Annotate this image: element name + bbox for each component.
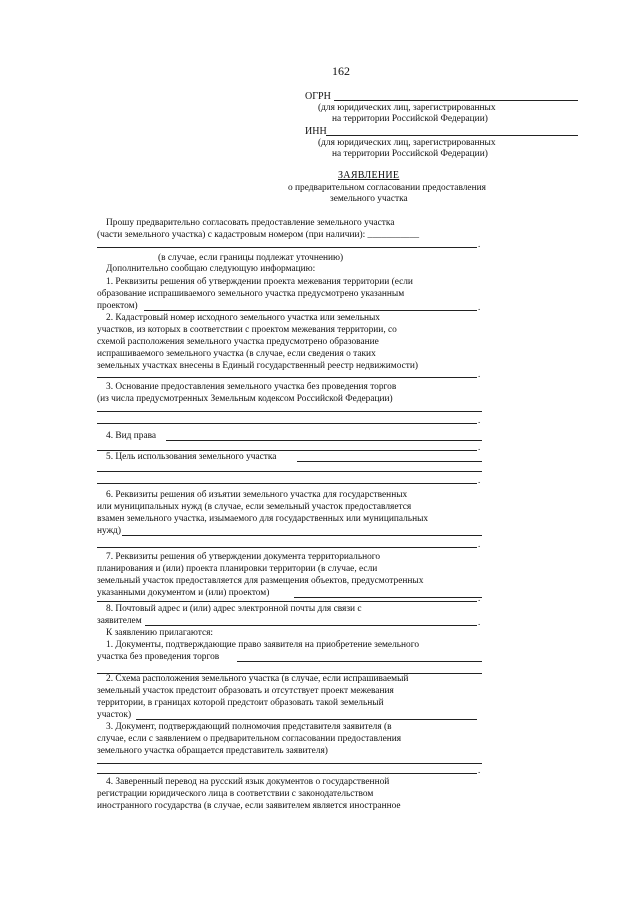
attachment3-field-1[interactable] [97, 763, 482, 764]
item6-line-3: взамен земельного участка, изымаемого для государственных или муниципальных [97, 514, 429, 524]
item7-field-2[interactable] [97, 601, 477, 602]
item2-line-3: схемой расположения земельного участка предусмотрено образование [97, 337, 379, 347]
attachment2-line-3: территории, в границах которой предстоит образовать такой земельный [97, 698, 384, 708]
document-title: ЗАЯВЛЕНИЕ [338, 170, 400, 181]
item2-line-2: участков, из которых в соответствии с проектом межевания территории, со [97, 325, 397, 335]
attachment1-field-1[interactable] [237, 661, 482, 662]
request-line-2: (части земельного участка) с кадастровым номером (при наличии): ___________ [97, 230, 420, 240]
item7-line-2: планирования и (или) проекта планировки территории (в случае, если [97, 564, 378, 574]
item8-line-2: заявителем [97, 616, 142, 626]
dot: . [478, 369, 481, 379]
item6-line-1: 6. Реквизиты решения об изъятии земельного участка для государственных [106, 490, 408, 500]
item1-field[interactable] [144, 310, 477, 311]
item7-line-3: земельный участок предоставляется для размещения объектов, предусмотренных [97, 576, 424, 586]
item4-field-1[interactable] [166, 440, 482, 441]
attachment1-line-1: 1. Документы, подтверждающие право заявителя на приобретение земельного [106, 640, 420, 650]
item2-field[interactable] [97, 377, 477, 378]
item6-field-2[interactable] [97, 547, 477, 548]
attachments-heading: К заявлению прилагаются: [106, 628, 214, 638]
attachment2-line-2: земельный участок предстоит образовать и отсутствует проект межевания [97, 686, 394, 696]
dot: . [478, 765, 481, 775]
attachment2-line-1: 2. Схема расположения земельного участка (в случае, если испрашиваемый [106, 674, 409, 684]
item1-line-2: образование испрашиваемого земельного участка предусмотрено указанным [97, 289, 405, 299]
item6-line-4: нужд) [97, 526, 121, 536]
attachment3-line-1: 3. Документ, подтверждающий полномочия представителя заявителя (в [106, 722, 392, 732]
ogrn-note-1: (для юридических лиц, зарегистрированных [318, 103, 496, 113]
item5-label: 5. Цель использования земельного участка [106, 452, 277, 462]
cadastral-field[interactable] [97, 247, 477, 248]
title-line-2: земельного участка [330, 194, 408, 204]
page-number: 162 [332, 64, 350, 78]
attachment3-line-3: земельного участка обращается представитель заявителя) [97, 746, 328, 756]
item7-line-1: 7. Реквизиты решения об утверждении документа территориального [106, 552, 381, 562]
item6-field-1[interactable] [122, 535, 482, 536]
item2-line-4: испрашиваемого земельного участка (в случае, если сведения о таких [97, 349, 376, 359]
attachment4-line-1: 4. Заверенный перевод на русский язык документов о государственной [106, 777, 390, 787]
dot: . [478, 239, 481, 249]
dot: . [478, 539, 481, 549]
ogrn-note-2: на территории Российской Федерации) [332, 114, 488, 124]
item7-line-4: указанными документом и (или) проектом) [97, 588, 270, 598]
item5-field-3[interactable] [97, 483, 477, 484]
additional-info: Дополнительно сообщаю следующую информацию: [106, 264, 316, 274]
item8-field[interactable] [145, 625, 477, 626]
dot: . [478, 475, 481, 485]
dot: . [478, 415, 481, 425]
item4-label: 4. Вид права [106, 431, 157, 441]
item4-field-2[interactable] [97, 450, 477, 451]
item3-field-2[interactable] [97, 423, 477, 424]
item7-field-1[interactable] [294, 597, 482, 598]
item1-line-1: 1. Реквизиты решения об утверждении проекта межевания территории (если [106, 277, 413, 287]
attachment3-line-2: случае, если с заявлением о предварительном согласовании предоставления [97, 734, 402, 744]
item1-line-3: проектом) [97, 301, 138, 311]
attachment3-field-2[interactable] [97, 773, 477, 774]
dot: . [478, 617, 481, 627]
item2-line-5: земельных участках внесены в Единый государственный реестр недвижимости) [97, 361, 419, 371]
title-line-1: о предварительном согласовании предоставления [288, 183, 486, 193]
item5-field-2[interactable] [97, 471, 482, 472]
attachment2-field[interactable] [136, 719, 477, 720]
ogrn-field[interactable] [334, 100, 578, 101]
attachment2-line-4: участок) [97, 710, 132, 720]
attachment4-line-3: иностранного государства (в случае, если заявителем является иностранное [97, 801, 401, 811]
item5-field-1[interactable] [297, 461, 482, 462]
item3-field-1[interactable] [97, 411, 482, 412]
inn-note-1: (для юридических лиц, зарегистрированных [318, 138, 496, 148]
item3-line-2: (из числа предусмотренных Земельным кодексом Российской Федерации) [97, 394, 393, 404]
ogrn-label: ОГРН [305, 91, 331, 102]
item6-line-2: или муниципальных нужд (в случае, если земельный участок предоставляется [97, 502, 412, 512]
item3-line-1: 3. Основание предоставления земельного участка без проведения торгов [106, 382, 397, 392]
dot: . [478, 442, 481, 452]
inn-note-2: на территории Российской Федерации) [332, 149, 488, 159]
request-line-1: Прошу предварительно согласовать предоставление земельного участка [106, 218, 395, 228]
request-note: (в случае, если границы подлежат уточнению) [158, 253, 344, 263]
inn-field[interactable] [326, 135, 578, 136]
item8-line-1: 8. Почтовый адрес и (или) адрес электронной почты для связи с [106, 604, 362, 614]
attachment1-line-2: участка без проведения торгов [97, 652, 220, 662]
item2-line-1: 2. Кадастровый номер исходного земельного участка или земельных [106, 313, 380, 323]
dot: . [478, 302, 481, 312]
attachment4-line-2: регистрации юридического лица в соответствии с законодательством [97, 789, 374, 799]
dot: . [478, 593, 481, 603]
inn-label: ИНН [305, 126, 327, 137]
